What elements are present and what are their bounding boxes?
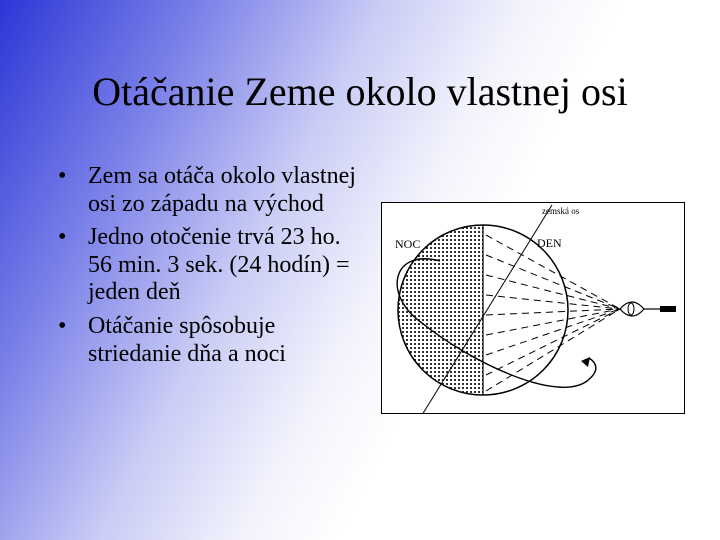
bullet-text: Zem sa otáča okolo vlastnej osi zo západu na východ bbox=[88, 163, 356, 217]
bullet-item bbox=[58, 313, 358, 368]
slide-title: Otáčanie Zeme okolo vlastnej osi bbox=[92, 69, 628, 114]
bullet-item bbox=[58, 224, 358, 307]
earth-rotation-diagram bbox=[382, 203, 684, 413]
bullet-marker: • bbox=[58, 163, 67, 189]
night-label: NOC bbox=[395, 237, 421, 251]
bullet-list bbox=[58, 163, 358, 374]
day-label: DEN bbox=[537, 236, 562, 250]
bullet-text: Jedno otočenie trvá 23 ho. 56 min. 3 sek. (24 hodín) = jeden deň bbox=[88, 224, 350, 306]
eye-icon bbox=[620, 302, 676, 316]
earth-rotation-figure bbox=[381, 202, 685, 414]
bullet-marker: • bbox=[58, 312, 67, 339]
rotation-arrowhead bbox=[581, 357, 590, 367]
axis-label: zemská os bbox=[542, 206, 580, 216]
bullet-text: Otáčanie spôsobuje striedanie dňa a noci bbox=[88, 312, 286, 367]
bullet-item bbox=[58, 163, 358, 218]
bullet-marker: • bbox=[58, 224, 67, 251]
